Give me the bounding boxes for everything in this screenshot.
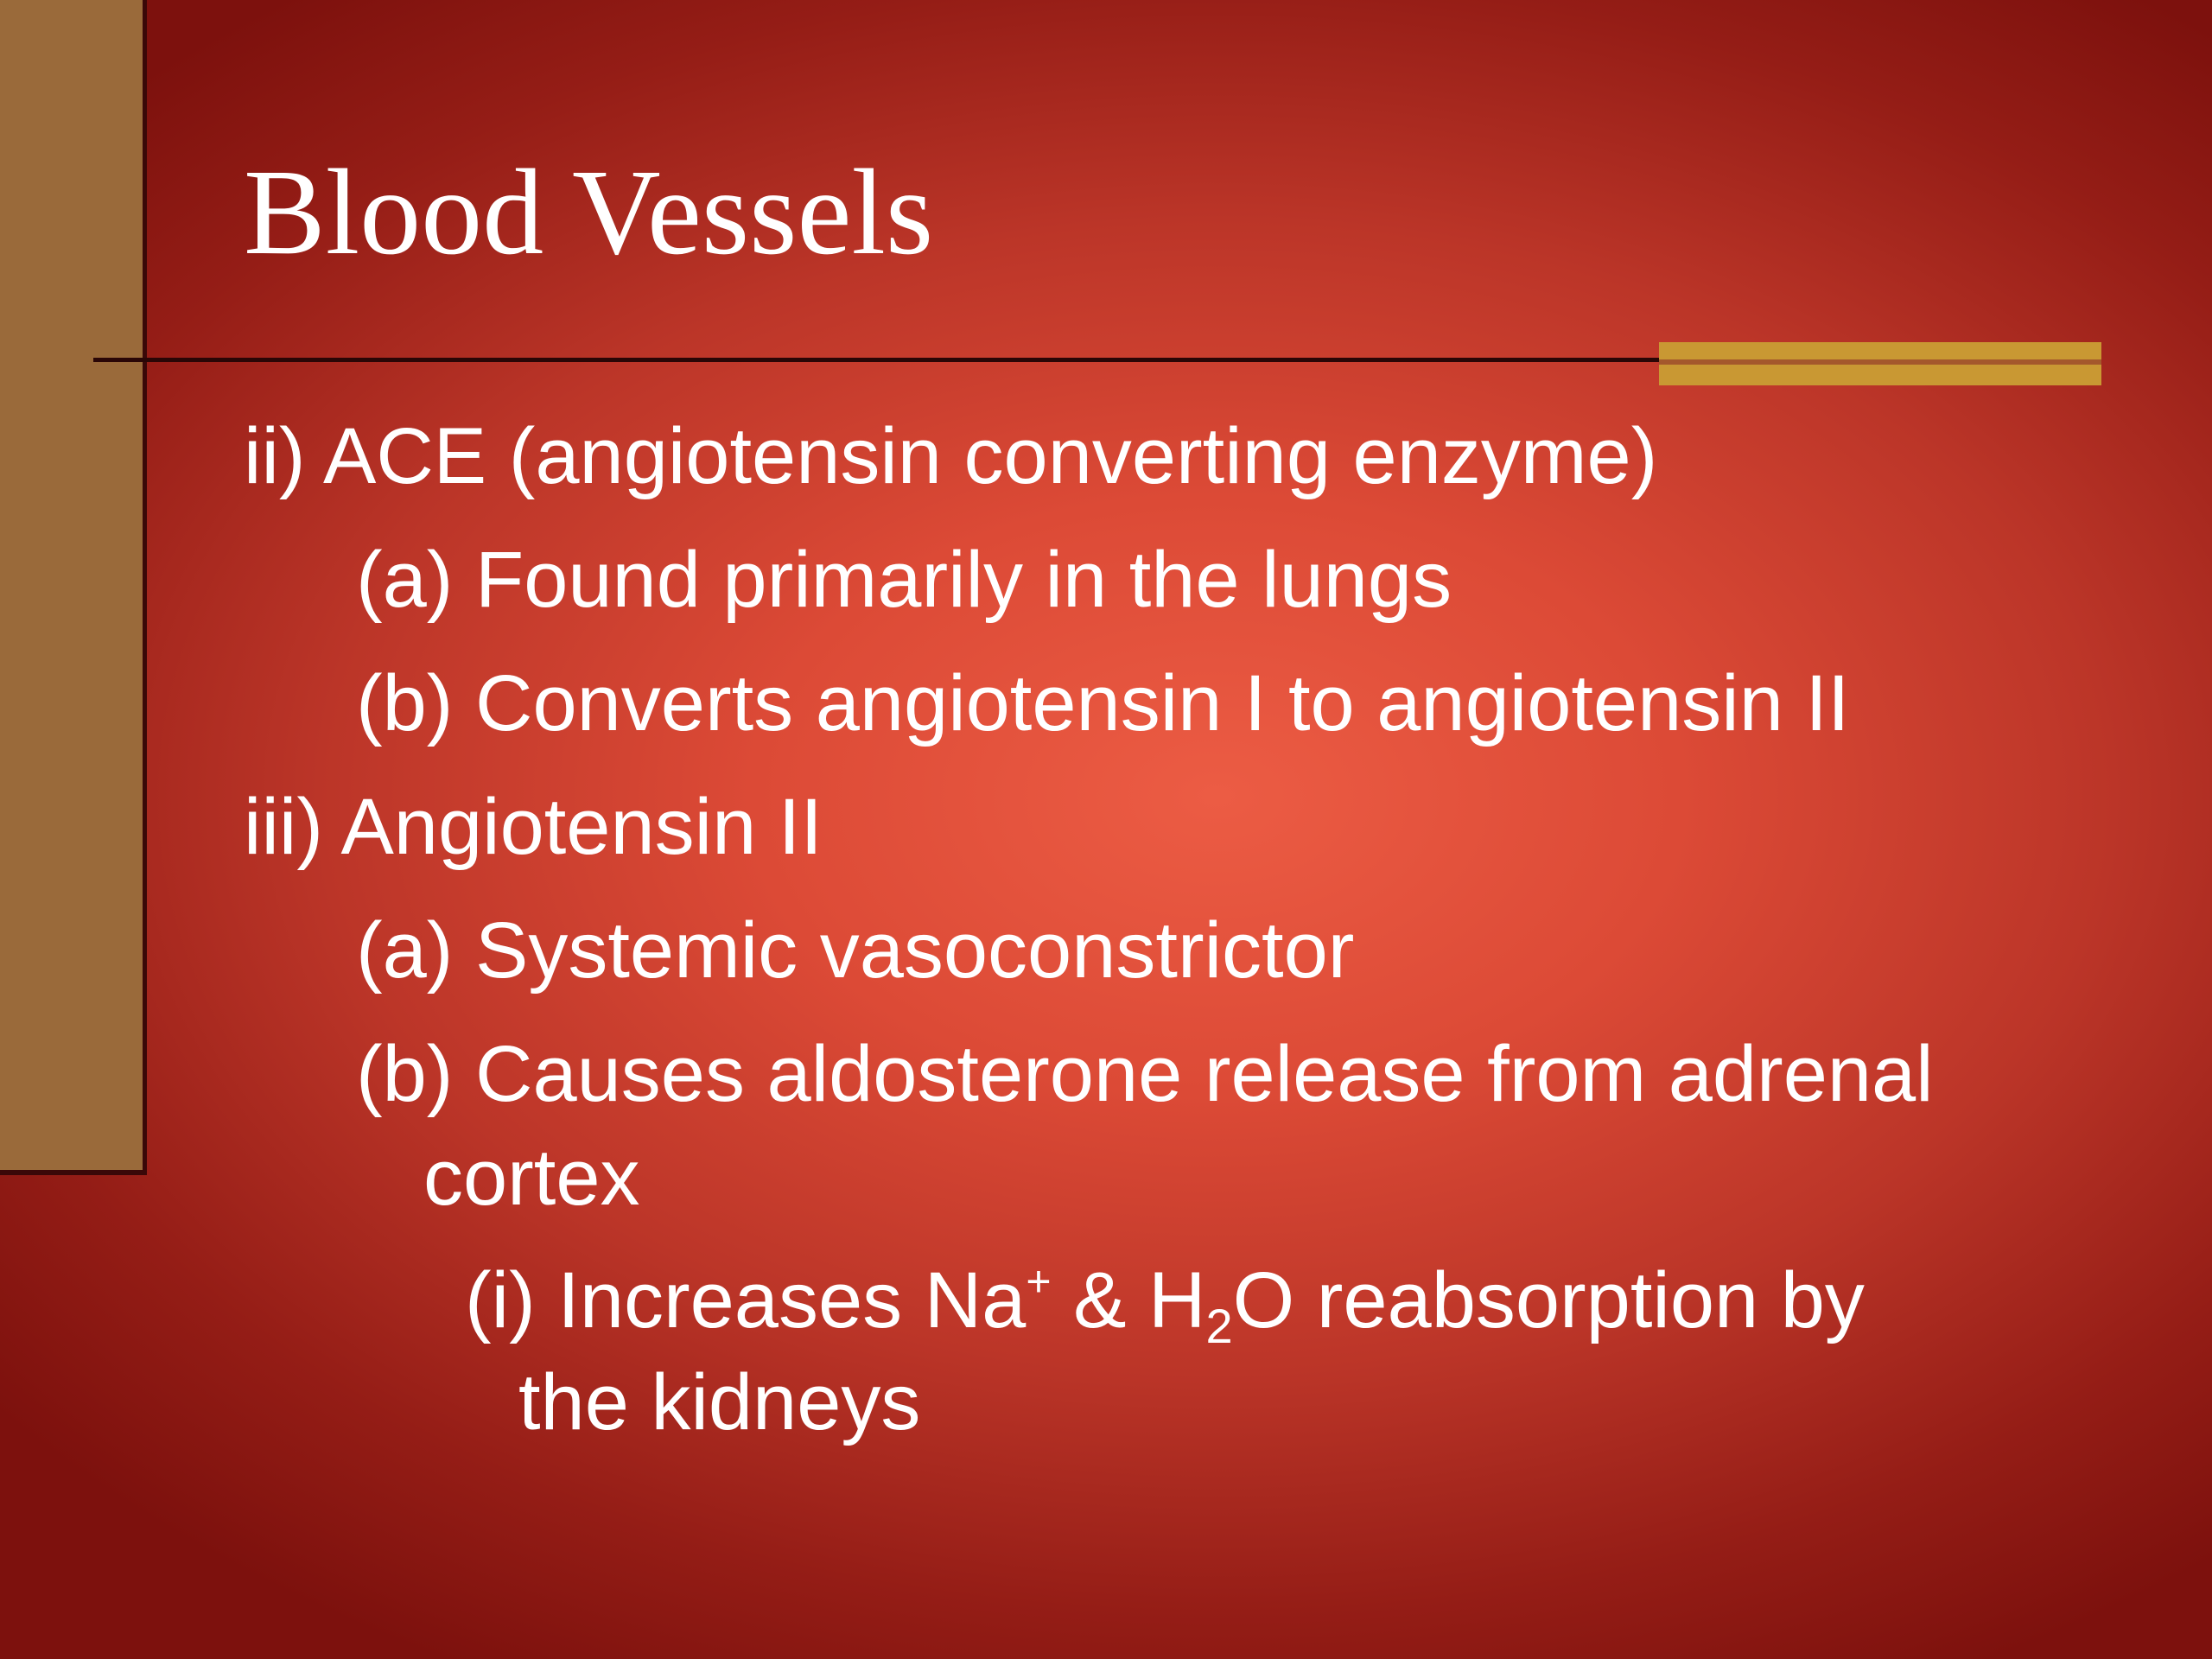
accent-bar-stripe xyxy=(1659,359,2101,365)
bullet-ace-a: (a) Found primarily in the lungs xyxy=(356,536,1452,624)
bullet-b-i-mid: & H xyxy=(1051,1256,1206,1344)
bullet-b-i-prefix: (i) Increases Na xyxy=(465,1256,1027,1344)
water-subscript: 2 xyxy=(1205,1299,1233,1353)
decorative-accent-bar xyxy=(1659,342,2101,385)
bullet-b-i-suffix: O reabsorption by xyxy=(1232,1256,1865,1344)
bullet-angiotensin-ii-a: (a) Systemic vasoconstrictor xyxy=(356,906,1355,995)
title-divider-line xyxy=(93,358,1666,362)
bullet-angiotensin-ii-b-i-line1 xyxy=(465,1249,1865,1352)
bullet-angiotensin-ii-b-line2: cortex xyxy=(423,1134,640,1222)
sodium-superscript: + xyxy=(1026,1257,1052,1306)
bullet-angiotensin-ii-b-line1: (b) Causes aldosterone release from adrenal xyxy=(356,1030,1934,1118)
slide-title: Blood Vessels xyxy=(244,143,934,280)
bullet-angiotensin-ii-b-i-line2: the kidneys xyxy=(518,1358,921,1446)
bullet-angiotensin-ii: iii) Angiotensin II xyxy=(244,783,823,871)
decorative-side-bar xyxy=(0,0,147,1175)
bullet-ace-b: (b) Converts angiotensin I to angiotensin II xyxy=(356,659,1850,747)
bullet-ace: ii) ACE (angiotensin converting enzyme) xyxy=(244,412,1658,500)
